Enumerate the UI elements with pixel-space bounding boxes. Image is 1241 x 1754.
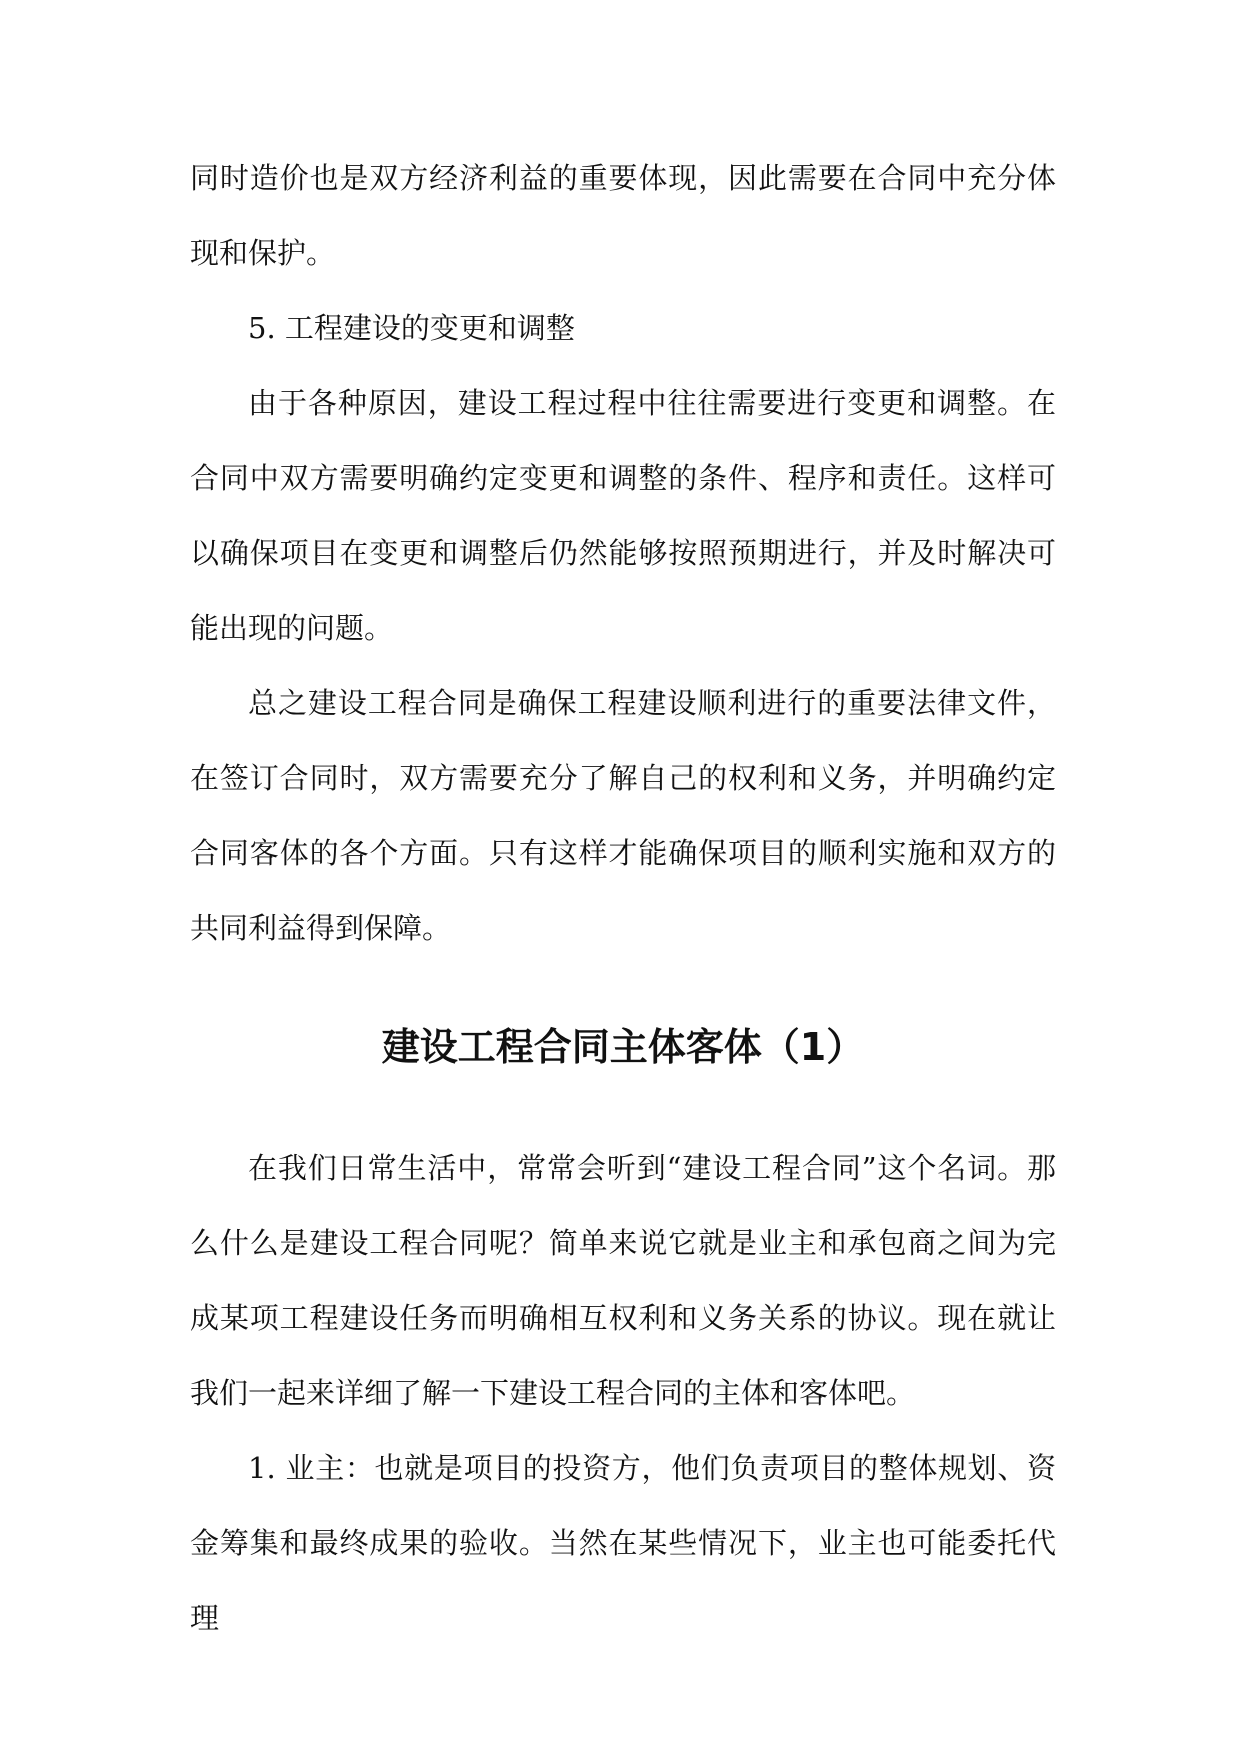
paragraph-change-adjustment: 由于各种原因，建设工程过程中往往需要进行变更和调整。在合同中双方需要明确约定变更和调整的条件、程序和责任。这样可以确保项目在变更和调整后仍然能够按照预期进行，并及时解决可能出现的问题。 [190, 386, 1056, 645]
paragraph-conclusion: 总之建设工程合同是确保工程建设顺利进行的重要法律文件，在签订合同时，双方需要充分了解自己的权利和义务，并明确约定合同客体的各个方面。只有这样才能确保项目的顺利实施和双方的共同利益得到保障。 [190, 686, 1056, 945]
document-body [190, 141, 1056, 1656]
spacer [190, 966, 1056, 1010]
list-item-change-adjustment: 5. 工程建设的变更和调整 [248, 311, 575, 345]
list-item-owner: 1. 业主：也就是项目的投资方，他们负责项目的整体规划、资金筹集和最终成果的验收。当然在某些情况下，业主也可能委托代理 [190, 1451, 1056, 1635]
paragraph-cost-protection: 同时造价也是双方经济利益的重要体现，因此需要在合同中充分体现和保护。 [190, 161, 1056, 270]
section-title: 建设工程合同主体客体（1） [381, 1025, 865, 1069]
paragraph-introduction: 在我们日常生活中，常常会听到“建设工程合同”这个名词。那么什么是建设工程合同呢？简单来说它就是业主和承包商之间为完成某项工程建设任务而明确相互权利和义务关系的协议。现在就让我们一起来详细了解一下建设工程合同的主体和客体吧。 [190, 1151, 1056, 1410]
spacer [190, 1085, 1056, 1131]
